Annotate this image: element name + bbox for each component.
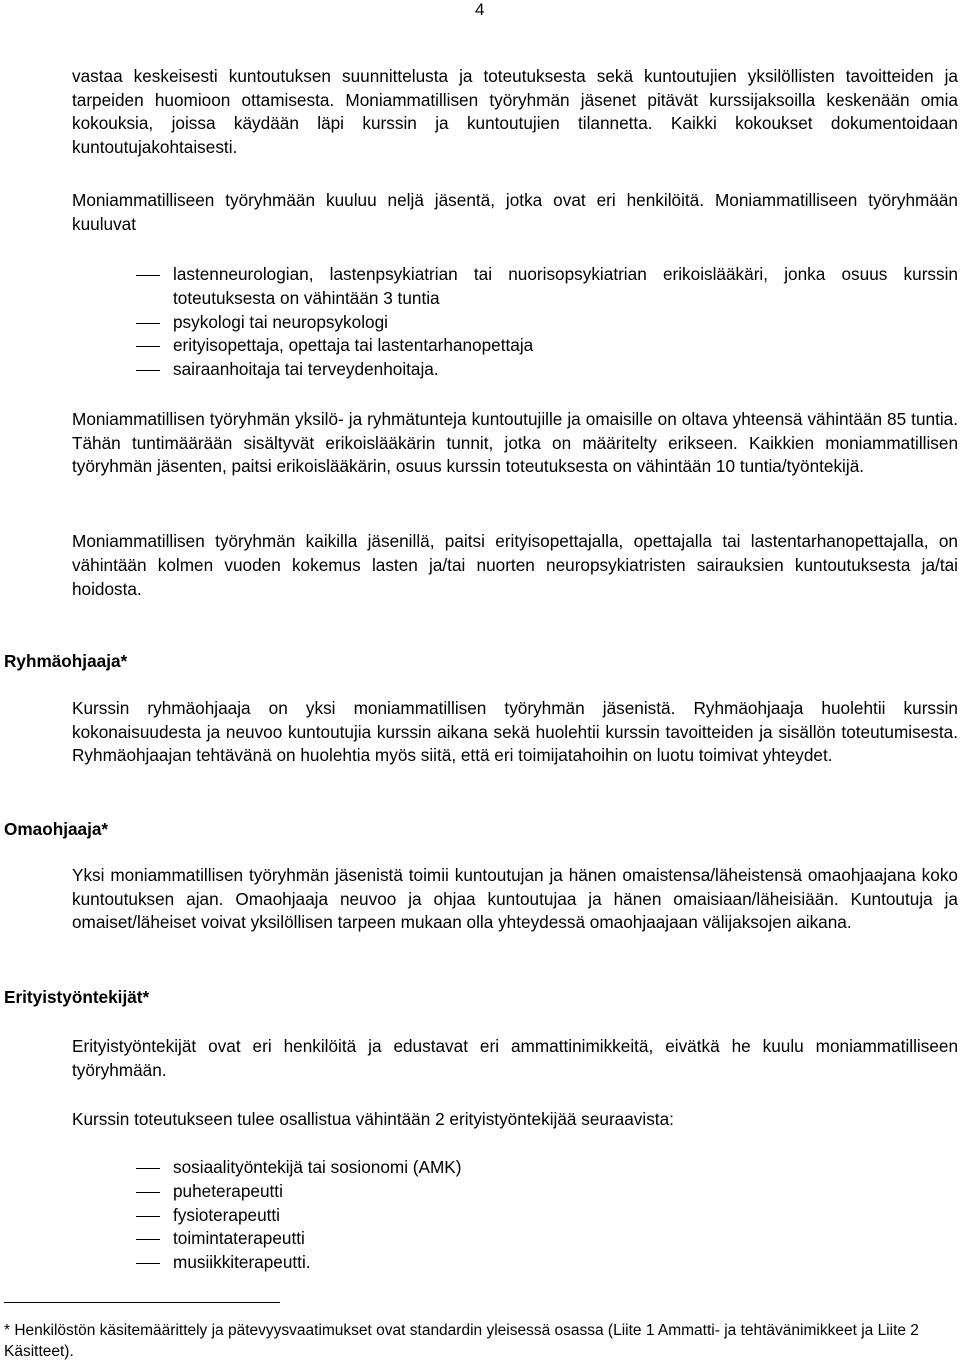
list-item: erityisopettaja, opettaja tai lastentarhanopettaja <box>136 334 958 358</box>
dash-bullet-icon <box>136 1168 160 1169</box>
footnote: * Henkilöstön käsitemäärittely ja pätevyysvaatimukset ovat standardin yleisessä osassa (Liite 1 Ammatti- ja tehtävänimikkeet ja Liite 2 Käsitteet). <box>4 1322 919 1360</box>
list-item: puheterapeutti <box>136 1180 958 1204</box>
specialists-list <box>136 1156 958 1275</box>
list-item: lastenneurologian, lastenpsykiatrian tai nuorisopsykiatrian erikoislääkäri, jonka osuus kurssin toteutuksesta on vähintään 3 tuntia <box>136 263 958 311</box>
paragraph-erityistyontekijat-requirement: Kurssin toteutukseen tulee osallistua vähintään 2 erityistyöntekijää seuraavista: <box>72 1109 674 1129</box>
dash-bullet-icon <box>136 1263 160 1264</box>
list-item: psykologi tai neuropsykologi <box>136 311 958 335</box>
team-members-list <box>136 263 958 382</box>
paragraph-team-composition: Moniammatilliseen työryhmään kuuluu neljä jäsentä, jotka ovat eri henkilöitä. Moniammatilliseen työryhmään kuuluvat <box>72 190 958 234</box>
paragraph-ryhmaohjaaja: Kurssin ryhmäohjaaja on yksi moniammatillisen työryhmän jäsenistä. Ryhmäohjaaja huolehtii kurssin kokonaisuudesta ja neuvoo kuntoutujia kurssin aikana sekä huolehtii kurssin tavoitteiden ja sisällön toteutumisesta. Ryhmäohjaajan tehtävänä on huolehtia myös siitä, että eri toimijatahoihin on luotu toimivat yhteydet. <box>72 698 958 765</box>
dash-bullet-icon <box>136 323 160 324</box>
page-number: 4 <box>475 0 485 19</box>
heading-erityistyontekijat: Erityistyöntekijät* <box>4 987 150 1007</box>
paragraph-team-hours: Moniammatillisen työryhmän yksilö- ja ryhmätunteja kuntoutujille ja omaisille on oltava yhteensä vähintään 85 tuntia. Tähän tuntimäärään sisältyvät erikoislääkärin tunnit, jotka on määritelty erikseen. Kaikkien moniammatillisen työryhmän jäsenten, paitsi erikoislääkärin, osuus kurssin toteutuksesta on vähintään 10 tuntia/työntekijä. <box>72 409 958 476</box>
list-item: sairaanhoitaja tai terveydenhoitaja. <box>136 358 958 382</box>
dash-bullet-icon <box>136 1192 160 1193</box>
list-item: musiikkiterapeutti. <box>136 1251 958 1275</box>
paragraph-intro: vastaa keskeisesti kuntoutuksen suunnittelusta ja toteutuksesta sekä kuntoutujien yksilöllisten tavoitteiden ja tarpeiden huomioon ottamisesta. Moniammatillisen työryhmän jäsenet pitävät kurssijaksoilla keskenään omia kokouksia, joissa käydään läpi kurssin ja kuntoutujien tilannetta. Kaikki kokoukset dokumentoidaan kuntoutujakohtaisesti. <box>72 66 958 157</box>
footnote-divider <box>4 1302 280 1303</box>
heading-omaohjaaja: Omaohjaaja* <box>4 819 109 839</box>
list-item: toimintaterapeutti <box>136 1227 958 1251</box>
dash-bullet-icon <box>136 1216 160 1217</box>
dash-bullet-icon <box>136 275 160 276</box>
paragraph-erityistyontekijat: Erityistyöntekijät ovat eri henkilöitä ja edustavat eri ammattinimikkeitä, eivätkä he kuulu moniammatilliseen työryhmään. <box>72 1036 958 1080</box>
paragraph-omaohjaaja: Yksi moniammatillisen työryhmän jäsenistä toimii kuntoutujan ja hänen omaistensa/läheistensä omaohjaajana koko kuntoutuksen ajan. Omaohjaaja neuvoo ja ohjaa kuntoutujaa ja hänen omaisiaan/läheisiään. Kuntoutuja ja omaiset/läheiset voivat yksilöllisen tarpeen mukaan olla yhteydessä omaohjaajaan välijaksojen aikana. <box>72 865 958 932</box>
dash-bullet-icon <box>136 370 160 371</box>
paragraph-team-experience: Moniammatillisen työryhmän kaikilla jäsenillä, paitsi erityisopettajalla, opettajalla tai lastentarhanopettajalla, on vähintään kolmen vuoden kokemus lasten ja/tai nuorten neuropsykiatristen sairauksien kuntoutuksesta ja/tai hoidosta. <box>72 531 958 599</box>
list-item: sosiaalityöntekijä tai sosionomi (AMK) <box>136 1156 958 1180</box>
dash-bullet-icon <box>136 1239 160 1240</box>
list-item: fysioterapeutti <box>136 1204 958 1228</box>
dash-bullet-icon <box>136 346 160 347</box>
heading-ryhmaohjaaja: Ryhmäohjaaja* <box>4 651 128 671</box>
